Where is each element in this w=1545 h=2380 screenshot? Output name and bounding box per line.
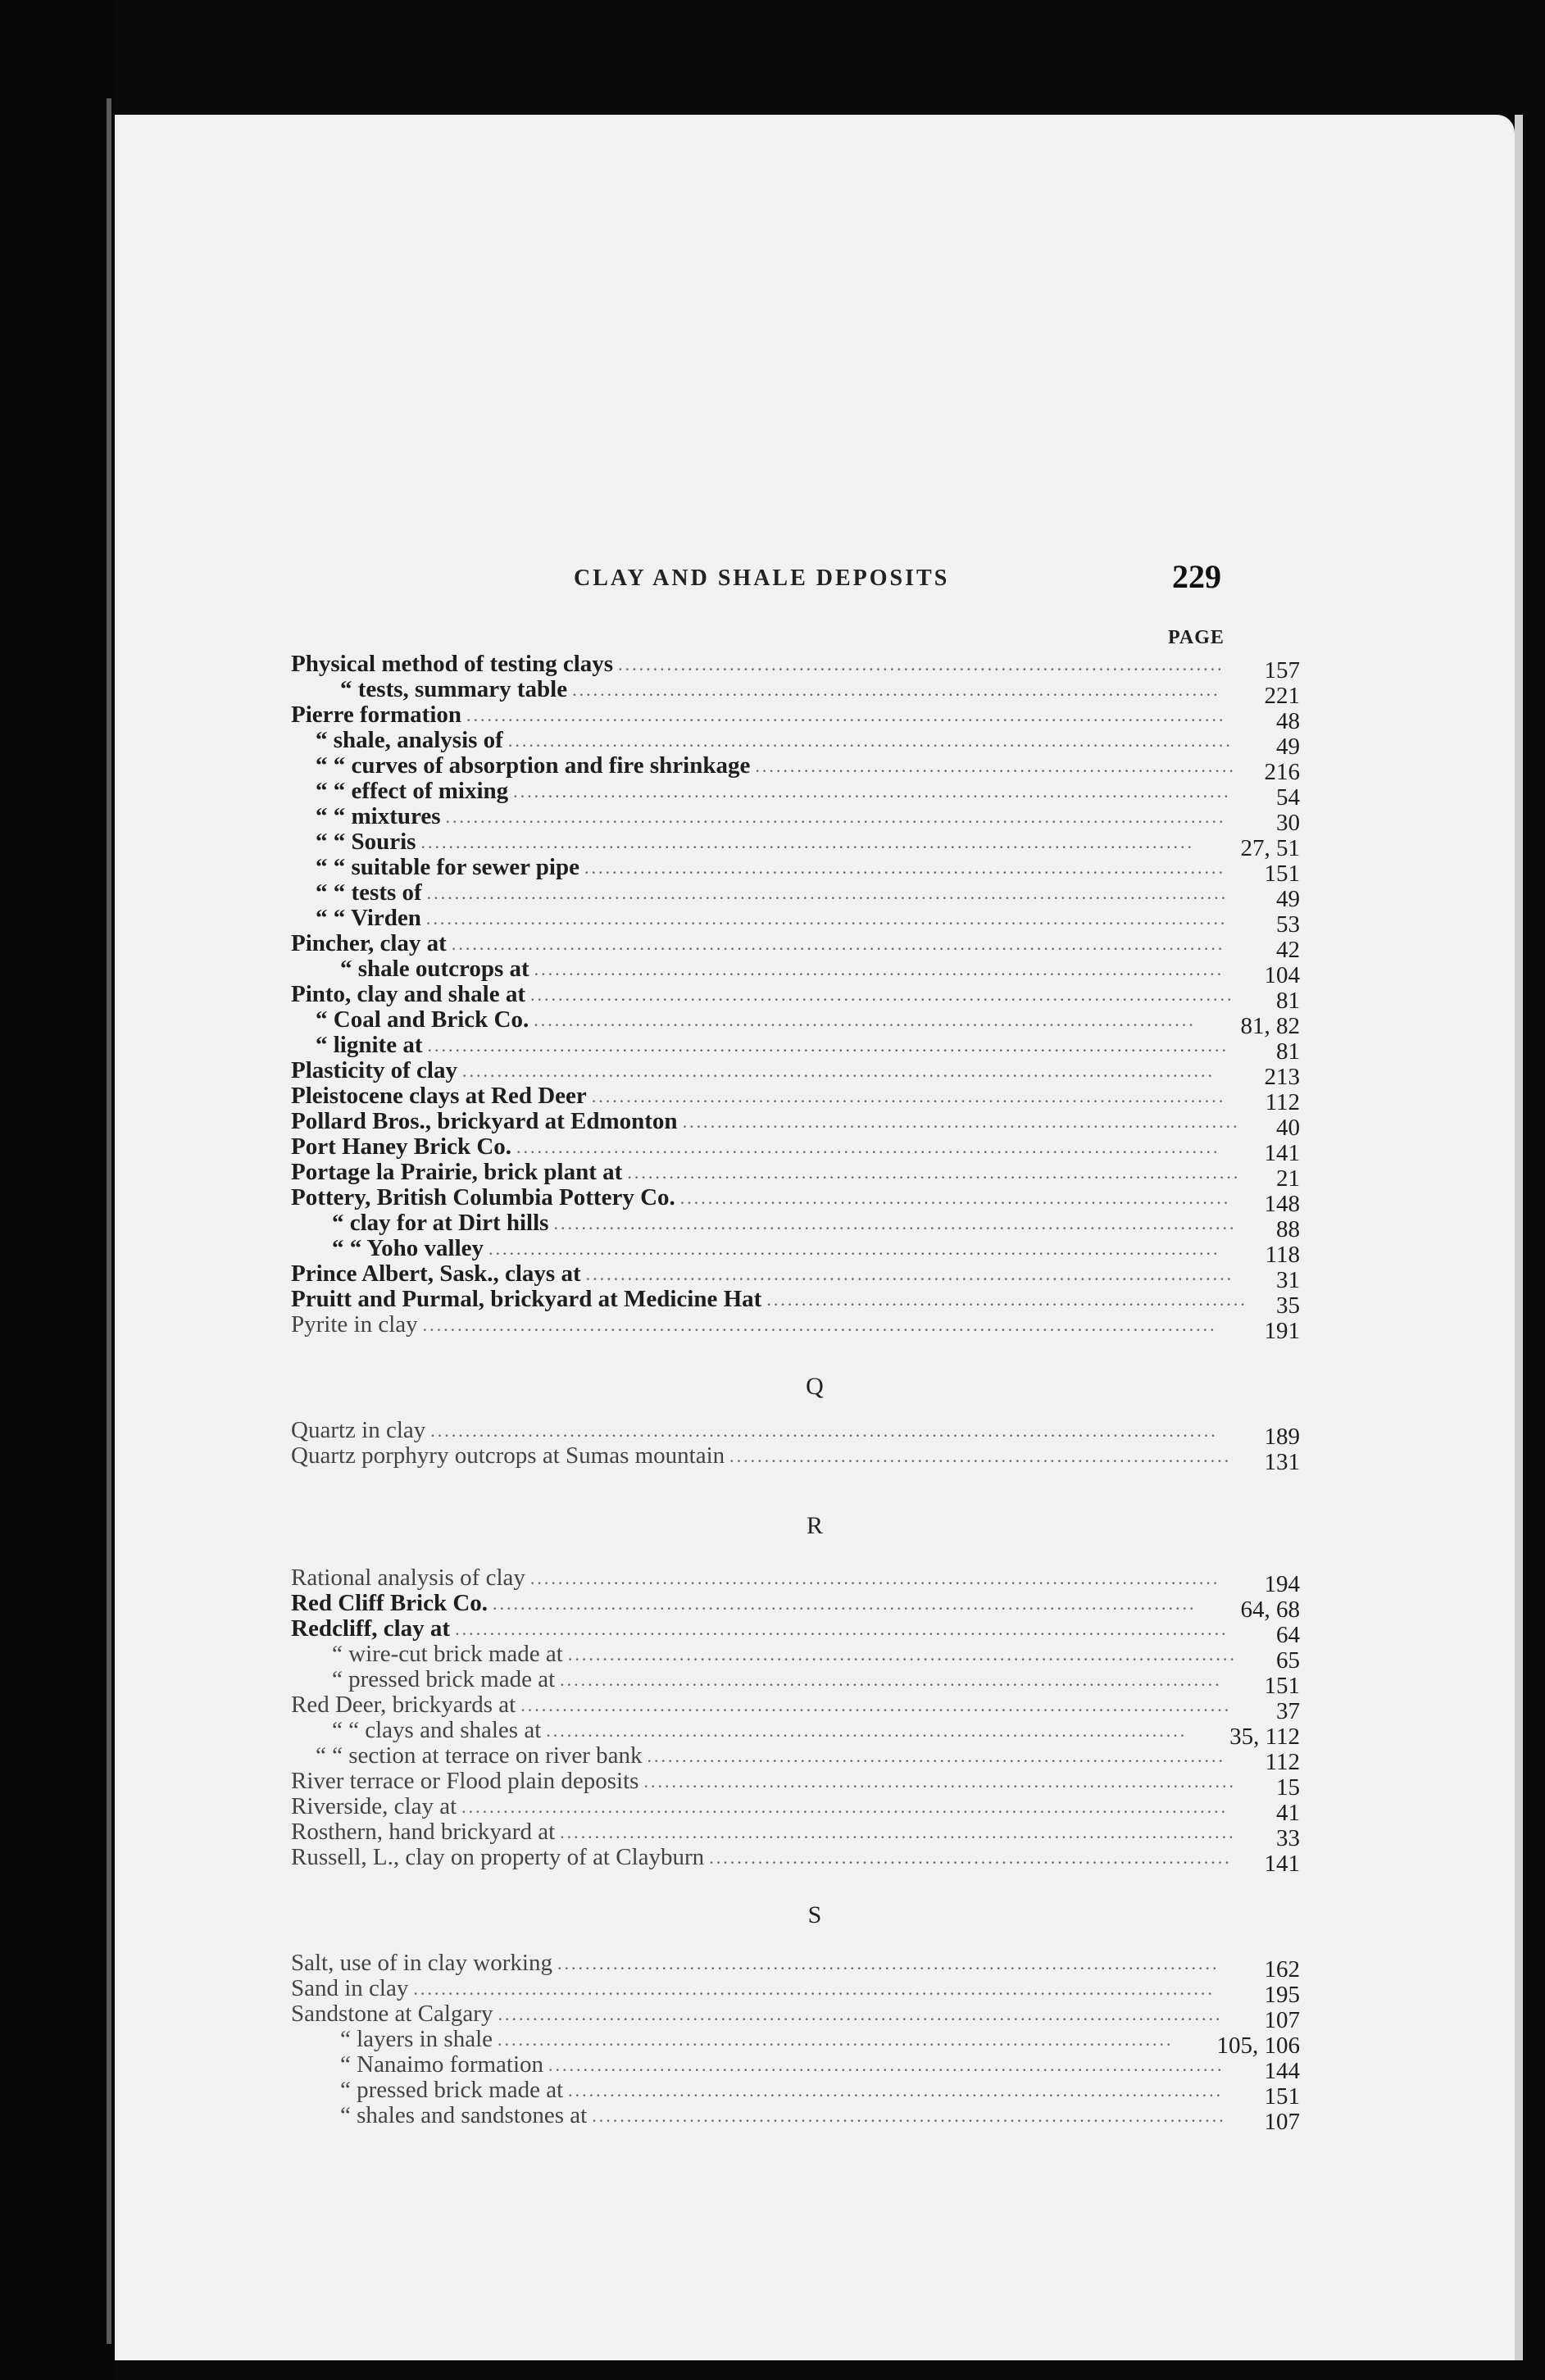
running-header [115, 557, 1515, 606]
entry-page: 53 [1276, 911, 1300, 938]
entry-page: 65 [1276, 1647, 1300, 1674]
index-entry [115, 2001, 1515, 2033]
entry-text: Rosthern, hand brickyard at [291, 1819, 556, 1845]
leader-dots: ................................................................................................................... [425, 908, 1228, 929]
entry-text: “ shale, analysis of [316, 727, 503, 753]
entry-text: Red Cliff Brick Co. [291, 1590, 488, 1616]
leader-dots: ............................................................................... [679, 1188, 1231, 1208]
book-page [115, 115, 1515, 2360]
entry-page: 148 [1264, 1191, 1300, 1217]
entry-text: “ “ section at terrace on river bank [316, 1742, 643, 1769]
leader-dots: ................................................................................................. [548, 2055, 1225, 2075]
entry-text: “ “ curves of absorption and fire shrinkage [316, 752, 751, 779]
entry-text: Plasticity of clay [291, 1057, 457, 1083]
index-entry [115, 1286, 1515, 1319]
index-entry [115, 1210, 1515, 1242]
leader-dots: ............................................................................................................... [451, 933, 1225, 954]
binding-edge [107, 98, 111, 2344]
index-entry [115, 1006, 1515, 1039]
index-entry [115, 1950, 1515, 1983]
entry-page: 81 [1276, 1038, 1300, 1065]
entry-text: “ “ suitable for sewer pipe [316, 854, 579, 880]
entry-page: 112 [1265, 1749, 1300, 1775]
entry-text: Redcliff, clay at [291, 1615, 451, 1642]
entry-text: Russell, L., clay on property of at Clayburn [291, 1844, 705, 1870]
entry-page: 64 [1276, 1622, 1300, 1648]
entry-page: 141 [1264, 1140, 1300, 1166]
entry-text: “ “ Yoho valley [332, 1235, 484, 1261]
leader-dots: ........................................................................................ [627, 1162, 1241, 1183]
entry-text: Physical method of testing clays [291, 651, 614, 677]
index-entry [115, 1108, 1515, 1141]
entry-page: 48 [1276, 708, 1300, 734]
entry-page: 21 [1276, 1165, 1300, 1192]
entry-page: 216 [1264, 759, 1300, 785]
page-number: 229 [1172, 558, 1221, 595]
leader-dots: ................................................................................................................ [445, 806, 1226, 827]
entry-page: 41 [1276, 1800, 1300, 1826]
leader-dots: ........................................................................................................ [507, 730, 1233, 751]
index-entry [115, 1133, 1515, 1166]
leader-dots: ........................................................................ [729, 1446, 1232, 1466]
entry-text: Sand in clay [291, 1975, 409, 2001]
index-entry [115, 1032, 1515, 1065]
index-entry [115, 2077, 1515, 2110]
entry-page: 107 [1264, 2007, 1300, 2033]
index-entry [115, 1083, 1515, 1115]
entry-text: “ shales and sandstones at [340, 2102, 588, 2128]
leader-dots: ......................................................................................................... [488, 1238, 1220, 1259]
leader-dots: ................................................................................................. [498, 2029, 1174, 2050]
leader-dots: ................................................................................ [682, 1111, 1240, 1132]
entry-page: 49 [1276, 886, 1300, 912]
leader-dots: ............................................................................................ [546, 1720, 1188, 1741]
entry-page: 88 [1276, 1216, 1300, 1242]
index-entry [115, 803, 1515, 836]
entry-text: Quartz porphyry outcrops at Sumas mountain [291, 1442, 725, 1469]
index-entry [115, 2102, 1515, 2135]
entry-text: Quartz in clay [291, 1417, 426, 1443]
entry-text: “ pressed brick made at [332, 1666, 556, 1692]
entry-text: “ tests, summary table [340, 676, 568, 702]
leader-dots: .................................................................................................................. [422, 1315, 1217, 1335]
leader-dots: ........................................................................................... [592, 2105, 1226, 2126]
entry-text: Red Deer, brickyards at [291, 1692, 516, 1718]
entry-page: 40 [1276, 1115, 1300, 1141]
index-entry [115, 752, 1515, 785]
leader-dots: ............................................................................................... [557, 1953, 1220, 1973]
index-entry [115, 1260, 1515, 1293]
index-entry [115, 651, 1515, 684]
entry-page: 191 [1264, 1318, 1300, 1344]
index-entry [115, 1417, 1515, 1450]
entry-page: 35 [1276, 1292, 1300, 1319]
entry-text: Pinto, clay and shale at [291, 981, 525, 1007]
leader-dots: ................................................................................................... [529, 1568, 1220, 1588]
scan-border-left [0, 0, 113, 2380]
entry-text: “ “ tests of [316, 879, 422, 906]
entry-page: 49 [1276, 734, 1300, 760]
entry-page: 213 [1264, 1064, 1300, 1090]
leader-dots: ..................................................................................................... [516, 1137, 1220, 1157]
leader-dots: ............................................................................................................... [420, 832, 1194, 852]
index-entry [115, 956, 1515, 988]
index-entry [115, 702, 1515, 734]
index-entry [115, 1768, 1515, 1801]
leader-dots: ............................................................................................... [560, 1669, 1222, 1690]
entry-page: 81, 82 [1240, 1013, 1300, 1039]
entry-page: 107 [1264, 2109, 1300, 2135]
page-column-label: PAGE [1168, 627, 1225, 648]
leader-dots: ........................................................................................... [591, 1086, 1226, 1106]
leader-dots: ..................................................................................................... [530, 984, 1234, 1005]
leader-dots: ..................................................................... [766, 1289, 1247, 1310]
entry-text: “ clay for at Dirt hills [332, 1210, 549, 1236]
leader-dots: ................................................................................................................. [430, 1420, 1218, 1441]
index-entry [115, 1159, 1515, 1192]
entry-text: “ shale outcrops at [340, 956, 529, 982]
entry-text: Riverside, clay at [291, 1793, 457, 1819]
entry-page: 35, 112 [1229, 1724, 1300, 1750]
leader-dots: ................................................................................................................... [426, 883, 1229, 903]
leader-dots: ................................................................................................................... [413, 1978, 1215, 1999]
entry-text: River terrace or Flood plain deposits [291, 1768, 639, 1794]
entry-text: “ “ Souris [316, 829, 416, 855]
entry-page: 81 [1276, 988, 1300, 1014]
entry-text: Pyrite in clay [291, 1311, 418, 1338]
entry-page: 144 [1264, 2058, 1300, 2084]
entry-text: Pottery, British Columbia Pottery Co. [291, 1184, 675, 1210]
entry-text: Rational analysis of clay [291, 1565, 525, 1591]
entry-page: 64, 68 [1240, 1597, 1300, 1623]
entry-text: Pleistocene clays at Red Deer [291, 1083, 587, 1109]
index-entry [115, 2026, 1515, 2059]
entry-page: 37 [1276, 1698, 1300, 1724]
entry-text: Pincher, clay at [291, 930, 447, 956]
entry-page: 33 [1276, 1825, 1300, 1851]
entry-page: 118 [1265, 1242, 1300, 1268]
index-entry [115, 1311, 1515, 1344]
leader-dots: ....................................................................................................... [513, 781, 1231, 802]
leader-dots: ............................................................................................................. [466, 705, 1226, 725]
leader-dots: ..................................................................................................... [493, 1593, 1197, 1614]
index-entry [115, 1590, 1515, 1623]
index-entry [115, 829, 1515, 861]
leader-dots: ..................................................................................... [643, 1771, 1236, 1792]
index-entry [115, 2051, 1515, 2084]
leader-dots: ................................................................................................... [534, 959, 1225, 979]
leader-dots: ........................................................................... [709, 1847, 1232, 1868]
entry-text: Portage la Prairie, brick plant at [291, 1159, 623, 1185]
index-entry [115, 676, 1515, 709]
leader-dots: ................................................................................................. [560, 1822, 1236, 1842]
entry-page: 194 [1264, 1571, 1300, 1597]
index-entry [115, 905, 1515, 938]
index-entry [115, 1057, 1515, 1090]
entry-page: 112 [1265, 1089, 1300, 1115]
entry-page: 15 [1276, 1774, 1300, 1801]
entry-page: 157 [1264, 657, 1300, 684]
index-entry [115, 1793, 1515, 1826]
index-entry [115, 930, 1515, 963]
index-entry [115, 727, 1515, 760]
header-title: CLAY AND SHALE DEPOSITS [574, 565, 950, 591]
entry-text: “ Nanaimo formation [340, 2051, 544, 2078]
entry-page: 151 [1264, 2083, 1300, 2110]
leader-dots: ............................................................................................. [572, 679, 1220, 700]
leader-dots: ...................................................................................................... [520, 1695, 1232, 1715]
entry-text: “ Coal and Brick Co. [316, 1006, 529, 1033]
index-entry [115, 1615, 1515, 1648]
entry-page: 30 [1276, 810, 1300, 836]
entry-page: 189 [1264, 1424, 1300, 1450]
entry-page: 195 [1264, 1982, 1300, 2008]
index-entry [115, 1975, 1515, 2008]
entry-text: “ lignite at [316, 1032, 423, 1058]
entry-text: “ “ clays and shales at [332, 1717, 542, 1743]
section-letter: S [807, 1901, 822, 1928]
entry-page: 54 [1276, 784, 1300, 811]
index-entry [115, 1565, 1515, 1597]
entry-text: “ pressed brick made at [340, 2077, 564, 2103]
entry-page: 42 [1276, 937, 1300, 963]
index-entry [115, 1641, 1515, 1674]
index-entry [115, 1692, 1515, 1724]
entry-page: 31 [1276, 1267, 1300, 1293]
entry-text: Pruitt and Purmal, brickyard at Medicine Hat [291, 1286, 762, 1312]
index-entry [115, 879, 1515, 912]
entry-page: 151 [1264, 1673, 1300, 1699]
entry-page: 105, 106 [1216, 2033, 1300, 2059]
index-entry [115, 1742, 1515, 1775]
index-entry [115, 981, 1515, 1014]
entry-text: “ layers in shale [340, 2026, 493, 2052]
leader-dots: ........................................................................................................ [498, 2004, 1223, 2024]
entry-text: Pollard Bros., brickyard at Edmonton [291, 1108, 678, 1134]
index-entry [115, 1666, 1515, 1699]
section-letter: R [806, 1512, 823, 1539]
leader-dots: ................................................................................................................... [427, 1035, 1229, 1056]
page-edge [1515, 115, 1523, 2360]
entry-page: 151 [1264, 861, 1300, 887]
leader-dots: ................................................................................................ [567, 1644, 1237, 1665]
index-entry [115, 778, 1515, 811]
section-letter: Q [806, 1373, 824, 1400]
leader-dots: .............................................................................................. [568, 2080, 1224, 2101]
leader-dots: ..................................................................... [755, 756, 1236, 776]
leader-dots: .................................................................................................. [553, 1213, 1237, 1233]
leader-dots: .............................................................................................................. [461, 1796, 1229, 1817]
entry-text: Sandstone at Calgary [291, 2001, 493, 2027]
index-entry [115, 1717, 1515, 1750]
index-entry [115, 1184, 1515, 1217]
entry-page: 27, 51 [1240, 835, 1300, 861]
index-entry [115, 1442, 1515, 1475]
entry-text: “ “ mixtures [316, 803, 441, 829]
entry-page: 104 [1264, 962, 1300, 988]
entry-page: 221 [1264, 683, 1300, 709]
leader-dots: ............................................................................................................ [461, 1061, 1215, 1081]
entry-text: “ “ Virden [316, 905, 421, 931]
entry-page: 162 [1264, 1956, 1300, 1983]
leader-dots: ............................................................................................. [585, 1264, 1234, 1284]
entry-text: “ wire-cut brick made at [332, 1641, 563, 1667]
leader-dots: ....................................................................................... [618, 654, 1225, 674]
leader-dots: ............................................................................................... [534, 1010, 1196, 1030]
index-entry [115, 1235, 1515, 1268]
leader-dots: ............................................................................................ [584, 857, 1225, 878]
entry-text: Prince Albert, Sask., clays at [291, 1260, 581, 1287]
entry-text: Port Haney Brick Co. [291, 1133, 512, 1160]
leader-dots: ................................................................................... [647, 1746, 1226, 1766]
index-entry [115, 1819, 1515, 1851]
entry-page: 131 [1264, 1449, 1300, 1475]
index-entry [115, 1844, 1515, 1877]
leader-dots: ............................................................................................................... [455, 1619, 1229, 1639]
entry-text: Pierre formation [291, 702, 462, 728]
entry-text: Salt, use of in clay working [291, 1950, 552, 1976]
index-entry [115, 854, 1515, 887]
entry-page: 141 [1264, 1851, 1300, 1877]
entry-text: “ “ effect of mixing [316, 778, 509, 804]
